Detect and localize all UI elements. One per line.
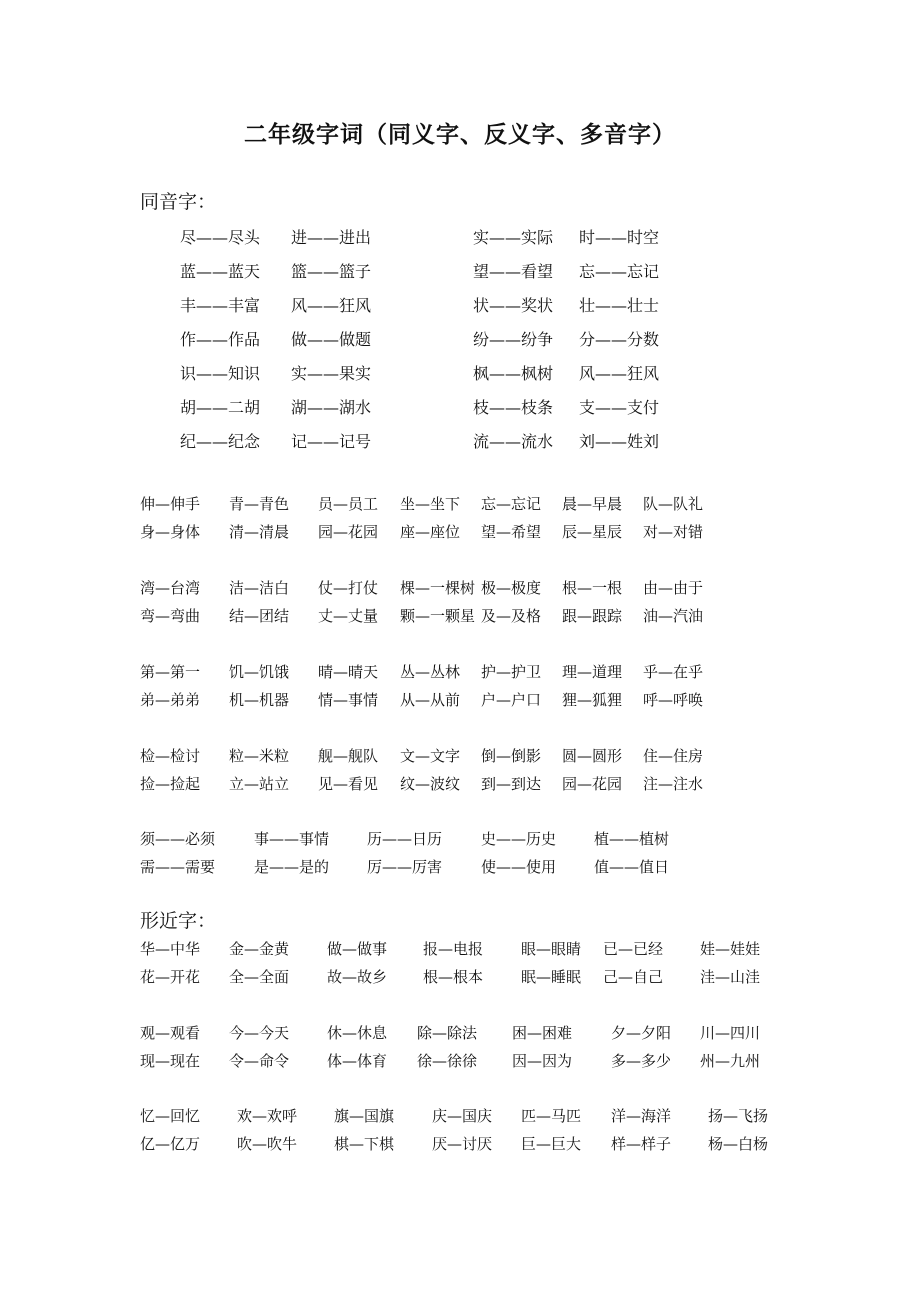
word-pair: 观—观看 (140, 1024, 201, 1042)
word-pair: 娃—娃娃 (700, 940, 761, 958)
word-pair: 望—希望 (481, 523, 542, 541)
word-pair: 湖——湖水 (291, 398, 372, 417)
word-pair: 困—困难 (512, 1024, 573, 1042)
word-pair: 尽——尽头 (180, 228, 261, 247)
word-pair: 金—金黄 (229, 940, 290, 958)
word-pair: 对—对错 (643, 523, 704, 541)
word-pair: 忘—忘记 (481, 495, 542, 513)
word-pair: 扬—飞扬 (708, 1107, 769, 1125)
word-pair: 华—中华 (140, 940, 201, 958)
section-label-homophone: 同音字： (140, 191, 217, 213)
word-pair: 壮——壮士 (579, 296, 660, 315)
word-pair: 洋—海洋 (611, 1107, 672, 1125)
word-pair: 颗—一颗星 (400, 607, 476, 625)
word-pair: 到—到达 (481, 775, 542, 793)
word-pair: 识——知识 (180, 364, 261, 383)
word-pair: 风——狂风 (291, 296, 372, 315)
word-pair: 需——需要 (140, 858, 216, 876)
word-pair: 徐—徐徐 (417, 1052, 478, 1070)
word-pair: 己—自己 (603, 968, 664, 986)
word-pair: 见—看见 (318, 775, 379, 793)
word-pair: 令—命令 (229, 1052, 290, 1070)
word-pair: 蓝——蓝天 (180, 262, 261, 281)
word-pair: 饥—饥饿 (229, 663, 290, 681)
word-pair: 报—电报 (423, 940, 484, 958)
word-pair: 理—道理 (562, 663, 623, 681)
word-pair: 丛—丛林 (400, 663, 461, 681)
word-pair: 倒—倒影 (481, 747, 542, 765)
word-pair: 篮——篮子 (291, 262, 372, 281)
word-pair: 支——支付 (579, 398, 660, 417)
word-pair: 花—开花 (140, 968, 201, 986)
word-pair: 粒—米粒 (229, 747, 290, 765)
word-pair: 狸—狐狸 (562, 691, 623, 709)
word-pair: 故—故乡 (327, 968, 388, 986)
word-pair: 州—九州 (700, 1052, 761, 1070)
word-pair: 机—机器 (229, 691, 290, 709)
word-pair: 仗—打仗 (318, 579, 379, 597)
word-pair: 伸—伸手 (140, 495, 201, 513)
word-pair: 是——是的 (254, 858, 330, 876)
word-pair: 匹—马匹 (521, 1107, 582, 1125)
word-pair: 刘——姓刘 (579, 432, 660, 451)
word-pair: 巨—巨大 (521, 1135, 582, 1153)
word-pair: 晨—早晨 (562, 495, 623, 513)
word-pair: 川—四川 (700, 1024, 761, 1042)
word-pair: 植——植树 (594, 830, 670, 848)
word-pair: 史——历史 (481, 830, 557, 848)
word-pair: 住—住房 (643, 747, 704, 765)
word-pair: 厉——厉害 (367, 858, 443, 876)
word-pair: 使——使用 (481, 858, 557, 876)
word-pair: 时——时空 (579, 228, 660, 247)
word-pair: 洁—洁白 (229, 579, 290, 597)
word-pair: 胡——二胡 (180, 398, 261, 417)
word-pair: 风——狂风 (579, 364, 660, 383)
word-pair: 检—检讨 (140, 747, 201, 765)
word-pair: 结—团结 (229, 607, 290, 625)
word-pair: 晴—晴天 (318, 663, 379, 681)
word-pair: 因—因为 (512, 1052, 573, 1070)
word-pair: 望——看望 (473, 262, 554, 281)
word-pair: 欢—欢呼 (237, 1107, 298, 1125)
word-pair: 实——果实 (291, 364, 372, 383)
word-pair: 圆—圆形 (562, 747, 623, 765)
word-pair: 状——奖状 (473, 296, 554, 315)
word-pair: 呼—呼唤 (643, 691, 704, 709)
word-pair: 值——值日 (594, 858, 670, 876)
word-pair: 进——进出 (291, 228, 372, 247)
word-pair: 丈—丈量 (318, 607, 379, 625)
word-pair: 纷——纷争 (473, 330, 554, 349)
word-pair: 丰——丰富 (180, 296, 261, 315)
word-pair: 枫——枫树 (473, 364, 554, 383)
word-pair: 护—护卫 (481, 663, 542, 681)
word-pair: 枝——枝条 (473, 398, 554, 417)
word-pair: 注—注水 (643, 775, 704, 793)
word-pair: 事——事情 (254, 830, 330, 848)
word-pair: 旗—国旗 (334, 1107, 395, 1125)
word-pair: 乎—在乎 (643, 663, 704, 681)
page-title: 二年级字词（同义字、反义字、多音字） (244, 121, 676, 148)
word-pair: 全—全面 (229, 968, 290, 986)
word-pair: 弯—弯曲 (140, 607, 201, 625)
word-pair: 眠—睡眠 (521, 968, 582, 986)
word-pair: 立—站立 (229, 775, 290, 793)
word-pair: 亿—亿万 (140, 1135, 201, 1153)
word-pair: 跟—跟踪 (562, 607, 623, 625)
word-pair: 休—休息 (327, 1024, 388, 1042)
word-pair: 队—队礼 (643, 495, 704, 513)
word-pair: 眼—眼睛 (521, 940, 582, 958)
word-pair: 棋—下棋 (334, 1135, 395, 1153)
word-pair: 由—由于 (643, 579, 704, 597)
word-pair: 油—汽油 (643, 607, 704, 625)
word-pair: 多—多少 (611, 1052, 672, 1070)
word-pair: 坐—坐下 (400, 495, 461, 513)
section-label-similar: 形近字： (140, 910, 217, 932)
word-pair: 做——做题 (291, 330, 372, 349)
word-pair: 身—身体 (140, 523, 201, 541)
word-pair: 舰—舰队 (318, 747, 379, 765)
word-pair: 记——记号 (291, 432, 372, 451)
word-pair: 从—从前 (400, 691, 461, 709)
word-pair: 吹—吹牛 (237, 1135, 298, 1153)
word-pair: 座—座位 (400, 523, 461, 541)
word-pair: 根—一根 (562, 579, 623, 597)
word-pair: 捡—捡起 (140, 775, 201, 793)
word-pair: 弟—弟弟 (140, 691, 201, 709)
word-pair: 根—根本 (423, 968, 484, 986)
word-pair: 湾—台湾 (140, 579, 201, 597)
word-pair: 今—今天 (229, 1024, 290, 1042)
word-pair: 纹—波纹 (400, 775, 461, 793)
word-pair: 文—文字 (400, 747, 461, 765)
word-pair: 忘——忘记 (579, 262, 660, 281)
word-pair: 已—已经 (603, 940, 664, 958)
word-pair: 棵—一棵树 (400, 579, 476, 597)
word-pair: 现—现在 (140, 1052, 201, 1070)
word-pair: 及—及格 (481, 607, 542, 625)
word-pair: 体—体育 (327, 1052, 388, 1070)
word-pair: 洼—山洼 (700, 968, 761, 986)
word-pair: 杨—白杨 (708, 1135, 769, 1153)
word-pair: 分——分数 (579, 330, 660, 349)
word-pair: 做—做事 (327, 940, 388, 958)
word-pair: 实——实际 (473, 228, 554, 247)
word-pair: 清—清晨 (229, 523, 290, 541)
word-pair: 历——日历 (367, 830, 443, 848)
word-pair: 夕—夕阳 (611, 1024, 672, 1042)
word-pair: 第—第一 (140, 663, 201, 681)
word-pair: 园—花园 (562, 775, 623, 793)
word-pair: 流——流水 (473, 432, 554, 451)
word-pair: 户—户口 (481, 691, 542, 709)
word-pair: 忆—回忆 (140, 1107, 201, 1125)
word-pair: 厌—讨厌 (432, 1135, 493, 1153)
word-pair: 极—极度 (481, 579, 542, 597)
word-pair: 样—样子 (611, 1135, 672, 1153)
word-pair: 纪——纪念 (180, 432, 261, 451)
word-pair: 须——必须 (140, 830, 216, 848)
word-pair: 庆—国庆 (432, 1107, 493, 1125)
word-pair: 情—事情 (318, 691, 379, 709)
word-pair: 青—青色 (229, 495, 290, 513)
word-pair: 除—除法 (417, 1024, 478, 1042)
word-pair: 作——作品 (180, 330, 261, 349)
word-pair: 园—花园 (318, 523, 379, 541)
word-pair: 员—员工 (318, 495, 379, 513)
word-pair: 辰—星辰 (562, 523, 623, 541)
